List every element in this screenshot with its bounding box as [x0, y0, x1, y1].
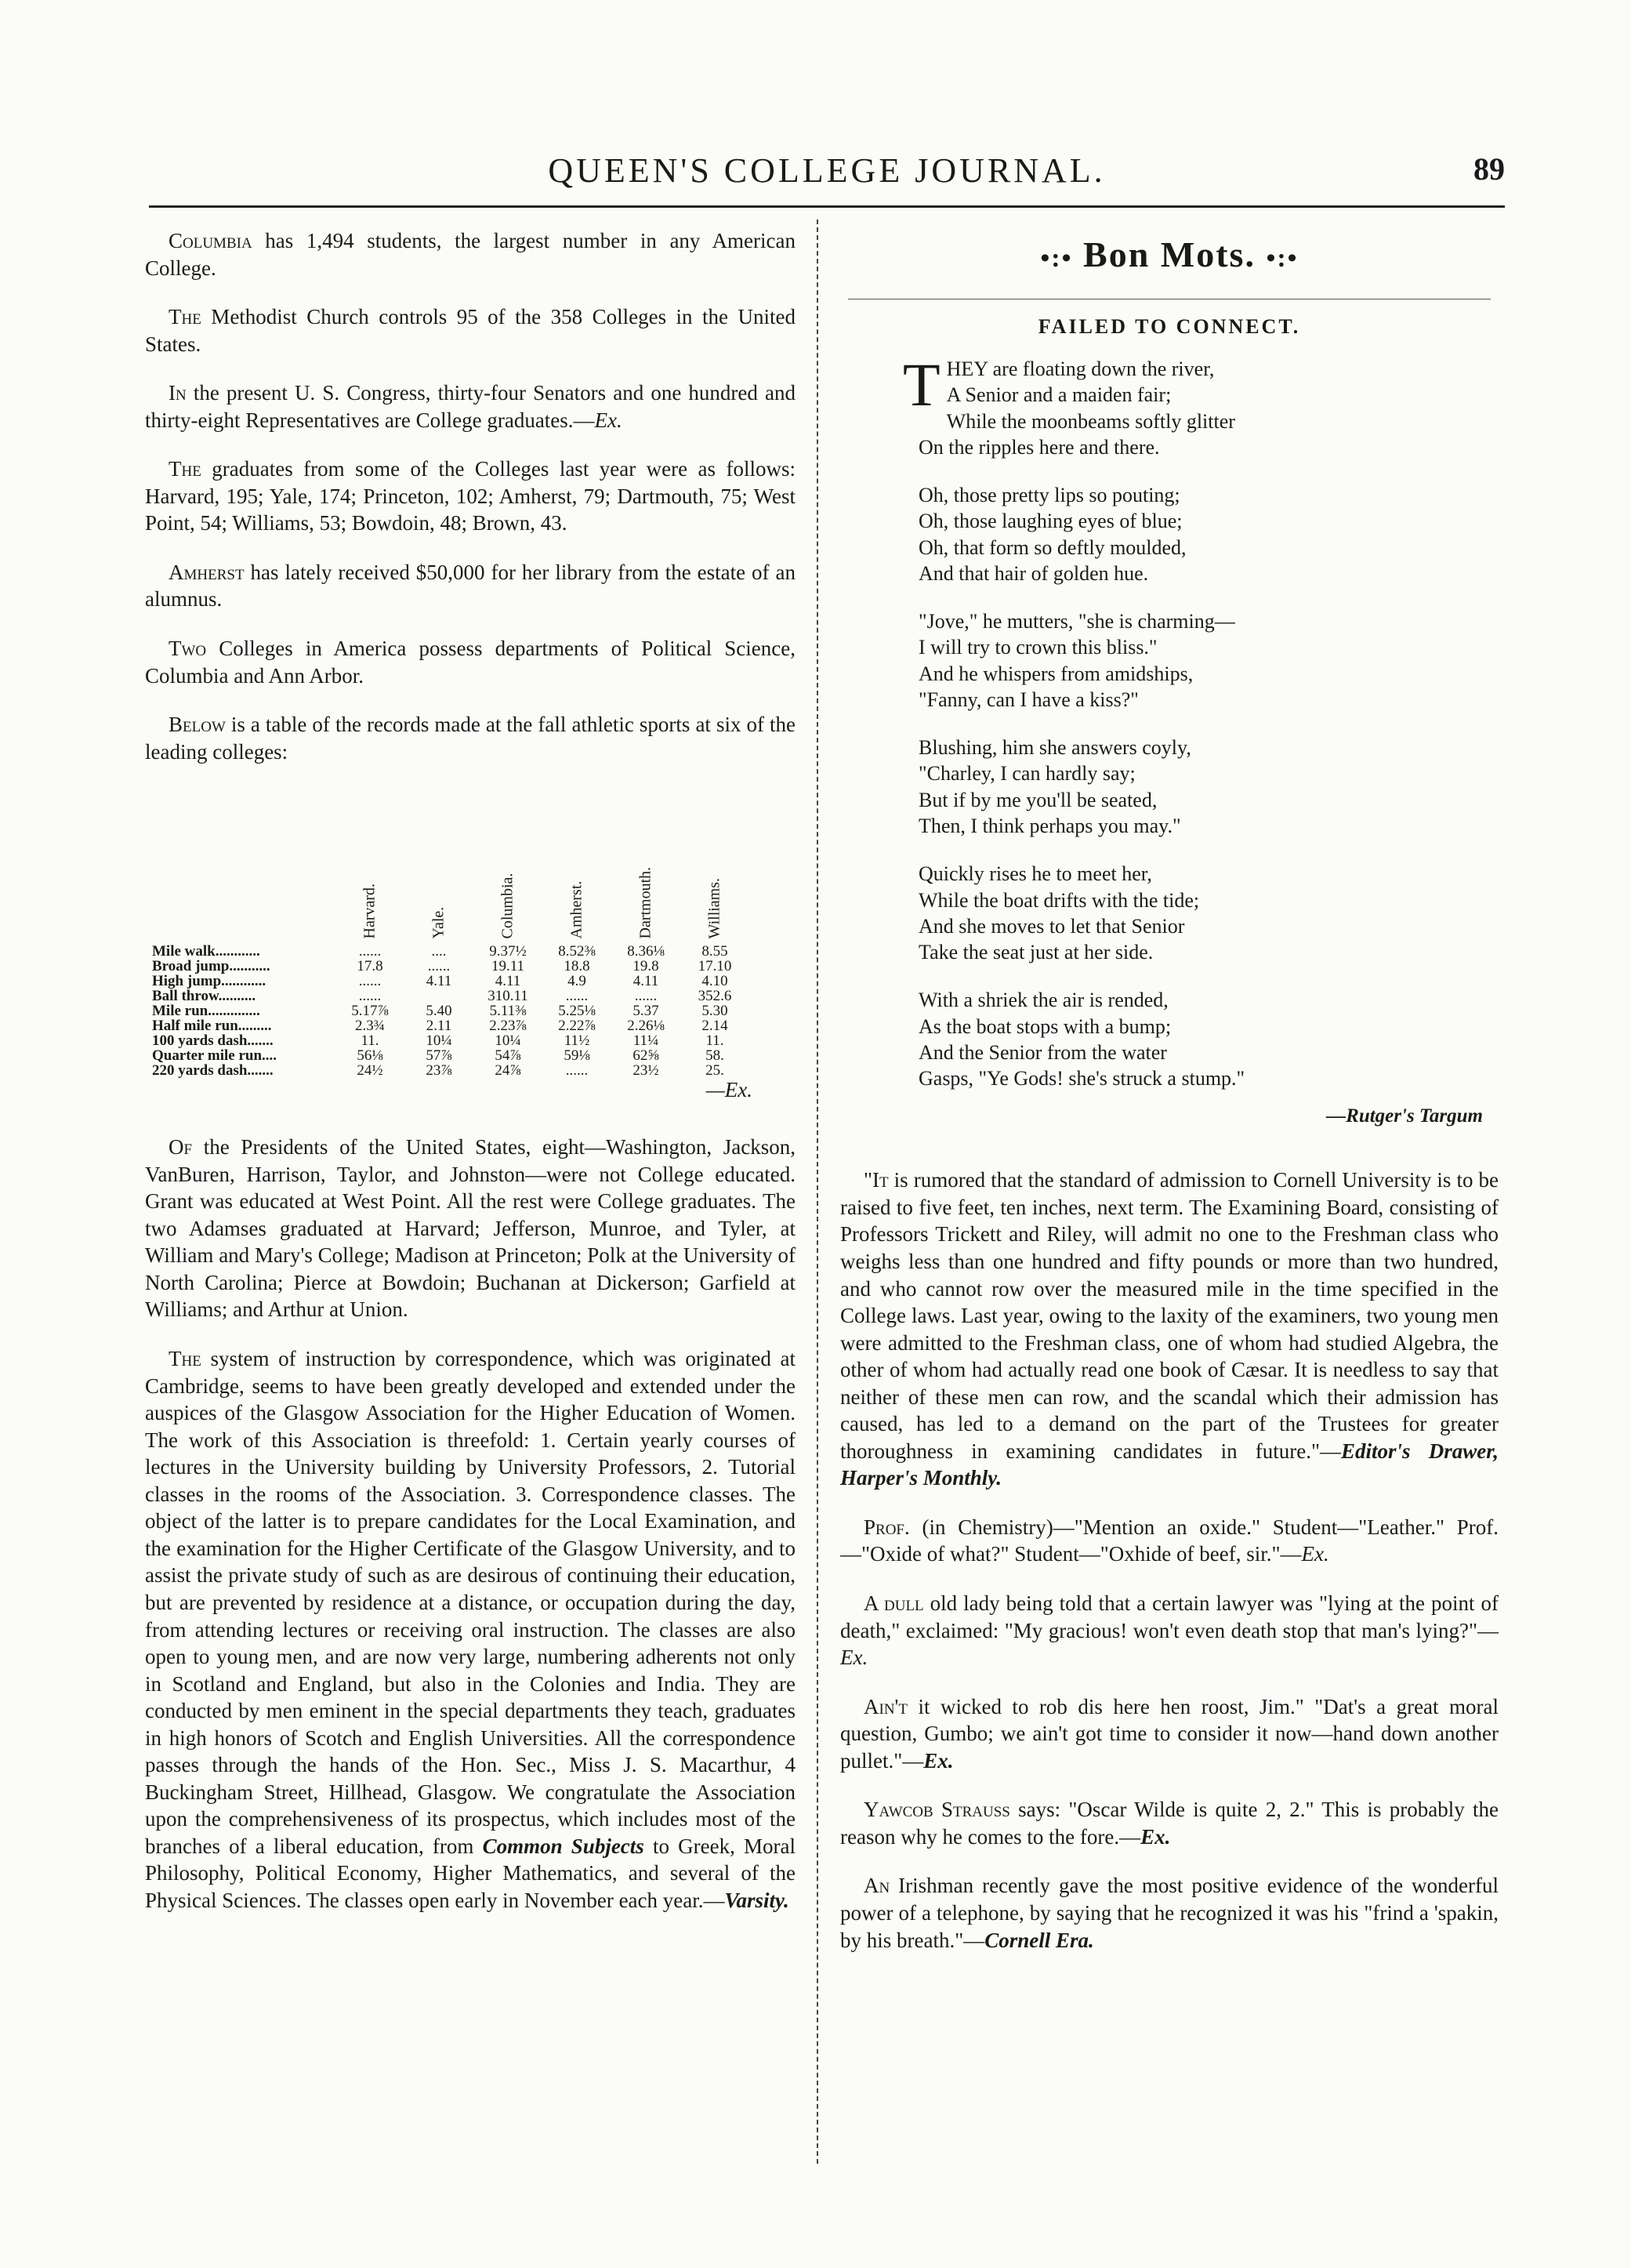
page-number: 89 — [1473, 151, 1505, 187]
record-value: 4.11 — [426, 973, 452, 990]
table-row — [149, 1003, 749, 1018]
record-value: 10¼ — [495, 1032, 521, 1050]
record-value: 58. — [705, 1047, 724, 1065]
right-column — [840, 227, 1499, 1976]
record-value: 19.8 — [632, 958, 659, 975]
table-row — [149, 944, 749, 959]
event-name: Half mile run......... — [152, 1018, 272, 1035]
record-value: ...... — [427, 958, 451, 975]
record-value: 54⅞ — [495, 1047, 521, 1065]
record-value: 11. — [705, 1032, 724, 1050]
stanza: Oh, those pretty lips so pouting; Oh, those laughing eyes of blue; Oh, that form so deftly moulded, And that hair of golden hue. — [919, 484, 1187, 585]
record-value: 10¼ — [426, 1032, 452, 1050]
record-value: 5.11⅜ — [489, 1003, 527, 1020]
record-value: 2.14 — [701, 1018, 728, 1035]
record-value: 56⅛ — [357, 1047, 383, 1065]
paragraph-cornell: "It is rumored that the standard of admission to Cornell University is to be raised to five feet, ten inches, next term. The Examining Board, consisting of Professors Trickett and Riley, will admit no one to the Freshman class who weighs less than one hundred and fifty pounds or more than two hundred, and who cannot row over the measured mile in the time specified in the College laws. Last year, owing to the laxity of the examiners, two young men were admitted to the Freshman class, one of whom had studied Algebra, the other of whom had actually read one book of Cæsar. It is needless to say that neither of these men can row, and the scandal which their admission has caused, has led to a demand on the part of the Trustees for greater thoroughness in examining candidates in future."—Editor's Drawer, Harper's Monthly. — [840, 1168, 1499, 1490]
event-name: Broad jump........... — [152, 958, 270, 975]
college-header-label: Columbia. — [498, 873, 516, 939]
event-name: Ball throw.......... — [152, 988, 256, 1005]
record-value: 11¼ — [632, 1032, 659, 1050]
record-value: 4.11 — [632, 973, 659, 990]
record-value: 2.11 — [426, 1018, 452, 1035]
record-value: 62⅝ — [632, 1047, 659, 1065]
college-header — [404, 787, 473, 944]
record-value: 18.8 — [564, 958, 590, 975]
ornament-left-icon: •:• — [1040, 244, 1073, 273]
paragraph-congress: In the present U. S. Congress, thirty-four Senators and one hundred and thirty-eight Representatives are College graduates.—Ex. — [145, 381, 796, 432]
record-value: 57⅞ — [426, 1047, 452, 1065]
record-value: 11. — [361, 1032, 379, 1050]
record-value: 8.36⅛ — [627, 943, 665, 960]
event-name: 220 yards dash....... — [152, 1062, 274, 1080]
event-name: Mile walk............ — [152, 943, 260, 960]
record-value: 17.8 — [357, 958, 383, 975]
stanza: With a shriek the air is rended, As the boat stops with a bump; And the Senior from the water Gasps, "Ye Gods! she's struck a stump." — [919, 989, 1245, 1090]
event-name: Mile run.............. — [152, 1003, 260, 1020]
college-header-label: Amherst. — [567, 880, 585, 939]
record-value: 17.10 — [698, 958, 732, 975]
section-title — [840, 234, 1499, 275]
ornament-right-icon: •:• — [1266, 244, 1299, 273]
record-value: 5.25⅛ — [558, 1003, 596, 1020]
event-name: Quarter mile run.... — [152, 1047, 277, 1065]
record-value: 24½ — [357, 1062, 383, 1080]
record-value — [404, 989, 473, 1003]
event-header — [149, 787, 335, 944]
stanza: T HEY are floating down the river, A Senior and a maiden fair; While the moonbeams softly glitter On the ripples here and there. — [903, 350, 1235, 459]
paragraph-columbia: Columbia has 1,494 students, the largest number in any American College. — [145, 229, 796, 280]
paragraph-methodist: The Methodist Church controls 95 of the 358 Colleges in the United States. — [145, 305, 796, 356]
paragraph-correspondence: The system of instruction by correspondence, which was originated at Cambridge, seems to have been greatly developed and extended under the auspices of the Glasgow Association for the Higher Education of Women. The work of this Association is threefold: 1. Certain yearly courses of lectures in the University building by University Professors, 2. Tutorial classes in the rooms of the Association. 3. Correspondence classes. The object of the latter is to prepare candidates for the Local Examination, and the examination for the Higher Certificate of the Glasgow University, and to assist the private study of such as are desirous of continuing their education, but are prevented by residence at a distance, or occupation during the day, from attending lectures or receiving oral instruction. The classes are also open to young men, and are now very large, numbering adherents not only in Scotland and England, but also in the Colonies and India. They are conducted by men eminent in the special departments they teach, graduates in high honors of Scotch and English Universities. All the correspondence passes through the hands of the Hon. Sec., Miss J. S. Macarthur, 4 Buckingham Street, Hillhead, Glasgow. We congratulate the Association upon the comprehensiveness of its prospectus, which includes most of the branches of a liberal education, from Common Subjects to Greek, Moral Philosophy, Political Economy, Higher Mathematics, and several of the Physical Sciences. The classes open early in November each year.—Varsity. — [145, 1347, 796, 1912]
record-value: ...... — [565, 1062, 589, 1080]
college-header-label: Harvard. — [361, 884, 379, 939]
record-value: 8.55 — [701, 943, 728, 960]
record-value: 5.37 — [632, 1003, 659, 1020]
record-value: 24⅞ — [495, 1062, 521, 1080]
paragraph-amherst: Amherst has lately received $50,000 for her library from the estate of an alumnus. — [145, 560, 796, 611]
record-value: 352.6 — [698, 988, 732, 1005]
record-value: ...... — [358, 943, 382, 960]
record-value: 5.30 — [701, 1003, 728, 1020]
table-row — [149, 1048, 749, 1063]
column-divider — [817, 220, 818, 2164]
record-value: 5.40 — [426, 1003, 452, 1020]
header-rule — [149, 205, 1505, 208]
table-row — [149, 959, 749, 974]
record-value: 2.26⅛ — [627, 1018, 665, 1035]
record-value: 5.17⅞ — [351, 1003, 389, 1020]
college-header — [611, 787, 680, 944]
stanza: "Jove," he mutters, "she is charming— I will try to crown this bliss." And he whispers from amidships, "Fanny, can I have a kiss?" — [919, 610, 1235, 711]
event-name: High jump............ — [152, 973, 266, 990]
paragraph-table-intro: Below is a table of the records made at the fall athletic sports at six of the leading colleges: — [145, 713, 796, 764]
college-header-label: Yale. — [429, 906, 448, 939]
paragraph-oscar-wilde: Yawcob Strauss says: "Oscar Wilde is quite 2, 2." This is probably the reason why he comes to the fore.—Ex. — [840, 1798, 1499, 1849]
event-name: 100 yards dash....... — [152, 1032, 274, 1050]
college-header-label: Williams. — [705, 878, 723, 939]
poem-source: —Rutger's Targum — [1326, 1105, 1483, 1127]
page-header — [149, 151, 1505, 198]
paragraph-hen-roost: Ain't it wicked to rob dis here hen roost, Jim." "Dat's a great moral question, Gumbo; we ain't got time to consider it now—hand down another pullet."—Ex. — [840, 1694, 1499, 1773]
record-value: 2.22⅞ — [558, 1018, 596, 1035]
stanza: Blushing, him she answers coyly, "Charley, I can hardly say; But if by me you'll be seated, Then, I think perhaps you may." — [919, 736, 1191, 837]
record-value: 23⅞ — [426, 1062, 452, 1080]
stanza: Quickly rises he to meet her, While the boat drifts with the tide; And she moves to let that Senior Take the seat just at her side. — [919, 862, 1200, 964]
record-value: 4.9 — [567, 973, 586, 990]
record-value: 19.11 — [491, 958, 525, 975]
record-value: 25. — [705, 1062, 724, 1080]
record-value: 9.37½ — [489, 943, 527, 960]
table-row — [149, 1018, 749, 1033]
left-column — [145, 227, 796, 1936]
college-header — [473, 787, 542, 944]
table-row — [149, 1033, 749, 1048]
college-header — [335, 787, 404, 944]
paragraph-oxide: Prof. (in Chemistry)—"Mention an oxide." Student—"Leather." Prof.—"Oxide of what?" Student—"Oxhide of beef, sir."—Ex. — [840, 1515, 1499, 1566]
college-header-label: Dartmouth. — [636, 867, 654, 939]
record-value: 2.23⅞ — [489, 1018, 527, 1035]
table-row — [149, 1063, 749, 1078]
record-value: 11½ — [564, 1032, 590, 1050]
record-value: 4.10 — [701, 973, 728, 990]
record-value: 310.11 — [487, 988, 528, 1005]
record-value: 23½ — [632, 1062, 659, 1080]
record-value: 8.52⅜ — [558, 943, 596, 960]
college-header — [680, 787, 749, 944]
athletic-records-table — [149, 787, 776, 1102]
table-row — [149, 974, 749, 989]
poem-title: FAILED TO CONNECT. — [1038, 315, 1301, 338]
paragraph-presidents: Of the Presidents of the United States, eight—Washington, Jackson, VanBuren, Harrison, Taylor, and Johnston—were not College educated. Grant was educated at West Point. All the rest were College graduates. The two Adamses graduated at Harvard; Jefferson, Munroe, and Tyler, at William and Mary's College; Madison at Princeton; Polk at the University of North Carolina; Pierce at Bowdoin; Buchanan at Dickerson; Garfield at Williams; and Arthur at Union. — [145, 1135, 796, 1322]
drop-cap: T — [903, 350, 941, 419]
section-title-text: Bon Mots. — [1083, 234, 1256, 274]
paragraph-lawyer: A dull old lady being told that a certain lawyer was "lying at the point of death," exclaimed: "My gracious! won't even death stop that man's lying?"—Ex. — [840, 1591, 1499, 1670]
poem — [840, 350, 1499, 1127]
record-value: 2.3¾ — [355, 1018, 385, 1035]
record-value: ...... — [358, 973, 382, 990]
record-value: 4.11 — [495, 973, 521, 990]
records-table — [149, 787, 749, 1078]
record-value: ...... — [634, 988, 658, 1005]
record-value: .... — [431, 943, 447, 960]
college-header — [542, 787, 611, 944]
table-source: —Ex. — [705, 1078, 752, 1102]
record-value: 59⅛ — [564, 1047, 590, 1065]
running-title: QUEEN'S COLLEGE JOURNAL. — [548, 151, 1106, 190]
paragraph-graduates: The graduates from some of the Colleges last year were as follows: Harvard, 195; Yale, 174; Princeton, 102; Amherst, 79; Dartmouth, 75; West Point, 54; Williams, 53; Bowdoin, 48; Brown, 43. — [145, 457, 796, 535]
paragraph-telephone: An Irishman recently gave the most positive evidence of the wonderful power of a telephone, by saying that he recognized it was his "frind a 'spakin, by his breath."—Cornell Era. — [840, 1874, 1499, 1952]
record-value: ...... — [565, 988, 589, 1005]
record-value: ...... — [358, 988, 382, 1005]
table-row — [149, 989, 749, 1003]
paragraph-political-science: Two Colleges in America possess departments of Political Science, Columbia and Ann Arbor. — [145, 637, 796, 688]
